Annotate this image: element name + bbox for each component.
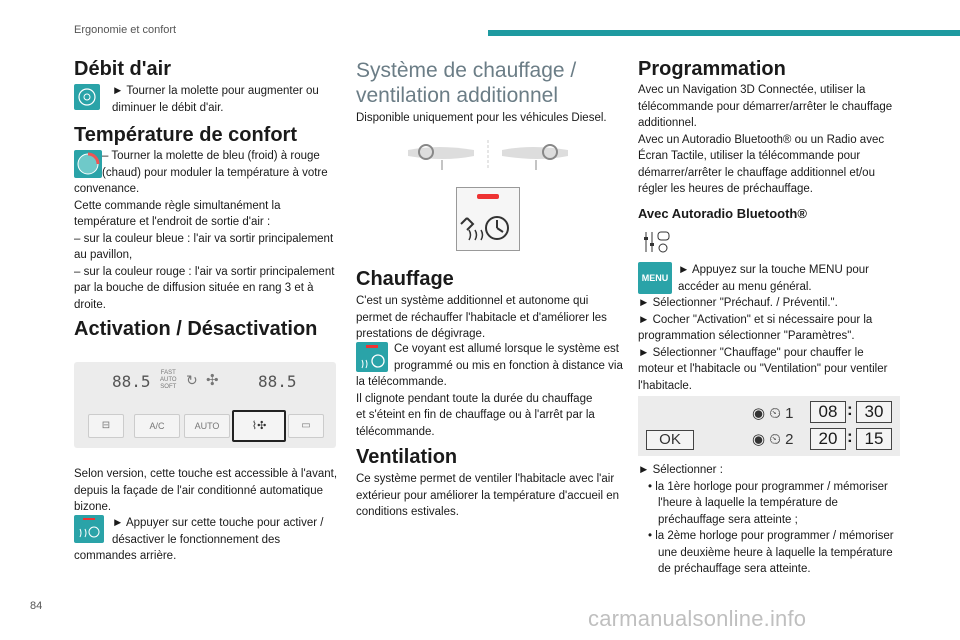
minute-1-field: 30 xyxy=(856,401,892,423)
press-line: ► Appuyer sur cette touche pour activer / xyxy=(112,517,324,529)
temp-line: – sur la couleur bleue : l'air va sortir principalement xyxy=(74,232,334,245)
fan-icon: ✣ xyxy=(206,372,219,389)
panel-fast: FAST xyxy=(160,370,176,376)
after-voyant-line: la télécommande. xyxy=(356,376,447,388)
colon-1: : xyxy=(847,400,853,419)
debit-line-2: diminuer le débit d'air. xyxy=(112,101,224,114)
after-voyant-line: et s'éteint en fin de chauffage ou à l'arrêt par la xyxy=(356,409,595,421)
page-number: 84 xyxy=(30,600,43,612)
clock-1-label: 1 xyxy=(785,405,794,422)
rear-heater-icon xyxy=(74,515,104,543)
prog-line: Avec un Navigation 3D Connectée, utiliser la xyxy=(638,84,866,96)
step-line: l'habitacle. xyxy=(638,379,692,392)
bullet-line: préchauffage sera atteinte ; xyxy=(658,513,798,526)
prog-line: démarrer/arrêter le chauffage additionnel et/ou xyxy=(638,166,875,179)
ventilation-text xyxy=(356,471,626,521)
bullet-line: • la 2ème horloge pour programmer / mémoriser xyxy=(648,530,894,542)
after-voyant-line: télécommande. xyxy=(356,425,435,438)
voyant-line: programmé ou mis en fonction à distance via xyxy=(394,359,623,372)
panel-left-temp: 88.5 xyxy=(112,372,151,391)
panel-right-temp: 88.5 xyxy=(258,372,297,391)
temp-line: par la bouche de diffusion située en rang 3 et à xyxy=(74,282,314,294)
clock-icon: ⏲ xyxy=(769,431,781,448)
menu-text xyxy=(678,262,902,295)
temp-line: température et l'endroit de sortie d'air : xyxy=(74,216,271,228)
recirculation-icon: ↻ xyxy=(186,372,198,388)
temperature-title: Température de confort xyxy=(74,124,297,146)
ventilation-title: Ventilation xyxy=(356,446,458,468)
voyant-text xyxy=(394,341,626,374)
temp-line: – sur la couleur rouge : l'air va sortir principalement xyxy=(74,265,335,278)
front-defrost-button: ▭ xyxy=(288,414,324,438)
hour-2-field: 20 xyxy=(810,428,846,450)
vent-line: conditions estivales. xyxy=(356,506,459,518)
step-line: moteur et l'habitacle ou "Ventilation" pour ventiler xyxy=(638,363,888,375)
section-header: Ergonomie et confort xyxy=(74,24,177,36)
bullet-line: l'heure à laquelle la température de xyxy=(658,497,838,509)
prog-line: Écran Tactile, utiliser la télécommande pour xyxy=(638,150,861,162)
after-voyant-text xyxy=(356,374,626,440)
radio-settings-icon xyxy=(642,228,672,256)
programmation-title: Programmation xyxy=(638,58,786,80)
chauffage-line: C'est un système additionnel et autonome qui xyxy=(356,295,589,307)
panel-auto: AUTO xyxy=(160,377,177,383)
availability-text: Disponible uniquement pour les véhicules Diesel. xyxy=(356,112,607,124)
colon-2: : xyxy=(847,427,853,446)
heater-warning-icon xyxy=(356,342,388,372)
step-line: ► Cocher "Activation" et si nécessaire pour la xyxy=(638,313,873,326)
steps-text xyxy=(638,295,908,394)
climate-panel-illustration xyxy=(74,362,336,448)
auto-button: AUTO xyxy=(184,414,230,438)
debit-line-1: ► Tourner la molette pour augmenter ou xyxy=(112,85,319,97)
chauffage-line: permet de réchauffer l'habitacle et d'améliorer les xyxy=(356,311,607,324)
programmation-text xyxy=(638,82,908,198)
fan-dial-icon xyxy=(74,84,100,110)
press-button-text xyxy=(112,515,342,548)
rear-heater-button xyxy=(232,410,286,442)
activation-title: Activation / Désactivation xyxy=(74,318,318,340)
sel-line: Selon version, cette touche est accessible à l'avant, xyxy=(74,468,338,480)
temperature-text xyxy=(74,148,344,313)
header-accent-bar xyxy=(488,30,960,36)
temp-line: droite. xyxy=(74,298,106,311)
temp-line: convenance. xyxy=(74,183,140,195)
selected-radio-icon: ◉ xyxy=(752,431,766,448)
prog-line: additionnel. xyxy=(638,117,697,129)
hour-1-field: 08 xyxy=(810,401,846,423)
heater-indicator-illustration xyxy=(456,187,520,251)
steering-wheels-illustration xyxy=(404,138,574,174)
bluetooth-title: Avec Autoradio Bluetooth® xyxy=(638,206,807,221)
chauffage-line: prestations de dégivrage. xyxy=(356,328,486,340)
vent-line: Ce système permet de ventiler l'habitacle avec l'air xyxy=(356,473,615,485)
debit-text xyxy=(112,83,342,116)
press-line: commandes arrière. xyxy=(74,550,177,562)
temp-line: au pavillon, xyxy=(74,249,133,261)
prog-line: télécommande pour démarrer/arrêter le chauffage xyxy=(638,100,893,113)
select-line: ► Sélectionner : xyxy=(638,464,723,476)
debit-title: Débit d'air xyxy=(74,58,171,80)
bullet-line: une deuxième heure à laquelle la température xyxy=(658,546,893,559)
rear-defrost-button: ⊟ xyxy=(88,414,124,438)
menu-line-2: accéder au menu général. xyxy=(678,280,812,293)
selected-radio-icon: ◉ xyxy=(752,405,766,422)
selon-version-text xyxy=(74,466,344,516)
step-line: ► Sélectionner "Préchauf. / Préventil.". xyxy=(638,297,838,309)
menu-button-icon: MENU xyxy=(638,262,672,294)
after-voyant-line: Il clignote pendant toute la durée du chauffage xyxy=(356,392,593,405)
chauffage-text xyxy=(356,293,626,343)
system-title-line-1: Système de chauffage / xyxy=(356,59,577,82)
system-title xyxy=(356,58,626,108)
temp-line: Cette commande règle simultanément la xyxy=(74,199,281,212)
temp-line: – Tourner la molette de bleu (froid) à rouge xyxy=(102,150,320,162)
prog-line: Avec un Autoradio Bluetooth® ou un Radio avec xyxy=(638,133,885,146)
prog-line: régler les heures de préchauffage. xyxy=(638,183,813,195)
watermark: carmanualsonline.info xyxy=(588,606,807,631)
panel-soft: SOFT xyxy=(160,384,177,390)
clock-2-label: 2 xyxy=(785,431,794,448)
clock-2-row xyxy=(752,430,793,448)
step-line: programmation sélectionner "Paramètres". xyxy=(638,330,855,342)
clock-1-row xyxy=(752,404,793,422)
temp-line: (chaud) pour moduler la température à votre xyxy=(102,166,328,179)
ac-button: A/C xyxy=(134,414,180,438)
press-line: désactiver le fonctionnement des xyxy=(112,533,281,546)
vent-line: extérieur pour améliorer la température d'accueil en xyxy=(356,489,619,502)
sel-line: depuis la façade de l'air conditionné automatique xyxy=(74,484,323,497)
voyant-line: Ce voyant est allumé lorsque le système est xyxy=(394,343,619,355)
select-clock-text xyxy=(638,462,908,578)
heater-fan-icon: ⌇✣ xyxy=(251,420,267,432)
panel-fast-auto-soft xyxy=(160,370,177,391)
sel-line: bizone. xyxy=(74,501,112,513)
bullet-line: de préchauffage sera atteinte. xyxy=(658,563,811,575)
ok-button: OK xyxy=(646,430,694,450)
system-title-line-2: ventilation additionnel xyxy=(356,84,558,107)
bullet-line: • la 1ère horloge pour programmer / mémoriser xyxy=(648,480,888,493)
chauffage-title: Chauffage xyxy=(356,268,454,290)
step-line: ► Sélectionner "Chauffage" pour chauffer le xyxy=(638,346,864,359)
minute-2-field: 15 xyxy=(856,428,892,450)
clock-icon: ⏲ xyxy=(769,405,781,422)
menu-line-1: ► Appuyez sur la touche MENU pour xyxy=(678,264,870,276)
programming-display xyxy=(638,396,900,456)
